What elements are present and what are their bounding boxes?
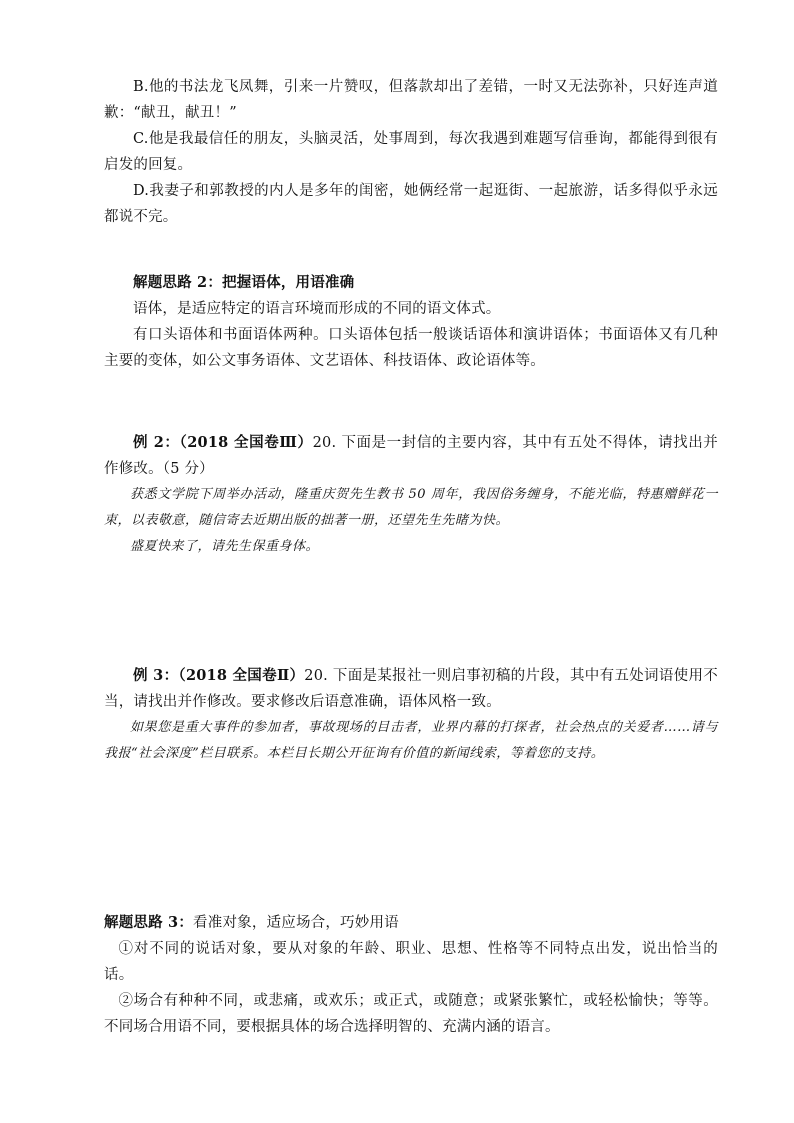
approach-3-heading: [104, 910, 718, 936]
example-2-quote-1: 获悉文学院下周举办活动，隆重庆贺先生教书 50 周年，我因俗务缠身，不能光临，特惠赠鲜花一束，以表敬意，随信寄去近期出版的拙著一册，还望先生先睹为快。: [104, 487, 718, 528]
approach-2-block: [104, 270, 718, 374]
example-3-block: [104, 663, 718, 767]
approach-2-para-1: 语体，是适应特定的语言环境而形成的不同的语文体式。: [133, 301, 501, 317]
approach-3-block: [104, 910, 718, 1040]
example-2-question: [104, 430, 718, 482]
approach-3-para-1: ①对不同的说话对象，要从对象的年龄、职业、思想、性格等不同特点出发，说出恰当的话。: [104, 941, 718, 983]
example-2-quote-2: 盛夏快来了，请先生保重身体。: [130, 539, 320, 554]
example-2-block: [104, 430, 718, 560]
example-3-quote-1: 如果您是重大事件的参加者，事故现场的目击者，业界内幕的打探者，社会热点的关爱者……请与我报“社会深度”栏目联系。本栏目长期公开征询有价值的新闻线索，等着您的支持。: [104, 720, 718, 761]
example-2-text: 20. 下面是一封信的主要内容，其中有五处不得体，请找出并作修改。（5 分）: [104, 435, 719, 477]
option-c: C.他是我最信任的朋友，头脑灵活，处事周到，每次我遇到难题写信垂询，都能得到很有启发的回复。: [104, 131, 718, 173]
approach-3-heading-label: 解题思路 3：: [104, 914, 194, 931]
example-3-text: 20. 下面是某报社一则启事初稿的片段，其中有五处词语使用不当，请找出并作修改。要求修改后语意准确，语体风格一致。: [104, 668, 718, 710]
approach-2-heading: 解题思路 2：把握语体，用语准确: [133, 274, 355, 291]
example-2-label: 例 2：（2018 全国卷Ⅲ）: [133, 434, 313, 451]
approach-2-para-2: 有口头语体和书面语体两种。口头语体包括一般谈话语体和演讲语体；书面语体又有几种主要的变体，如公文事务语体、文艺语体、科技语体、政论语体等。: [104, 327, 718, 369]
option-d: D.我妻子和郭教授的内人是多年的闺密，她俩经常一起逛街、一起旅游，话多得似乎永远都说不完。: [104, 183, 718, 225]
example-3-question: [104, 663, 718, 715]
approach-3-heading-rest: 看准对象，适应场合，巧妙用语: [193, 915, 399, 931]
example-3-label: 例 3：（2018 全国卷Ⅱ）: [133, 667, 305, 684]
option-b: B.他的书法龙飞凤舞，引来一片赞叹，但落款却出了差错，一时又无法弥补，只好连声道歉：“献丑，献丑！”: [104, 79, 718, 121]
options-block: [104, 74, 718, 230]
approach-3-para-2: ②场合有种种不同，或悲痛，或欢乐；或正式，或随意；或紧张繁忙，或轻松愉快；等等。不同场合用语不同，要根据具体的场合选择明智的、充满内涵的语言。: [104, 993, 718, 1035]
